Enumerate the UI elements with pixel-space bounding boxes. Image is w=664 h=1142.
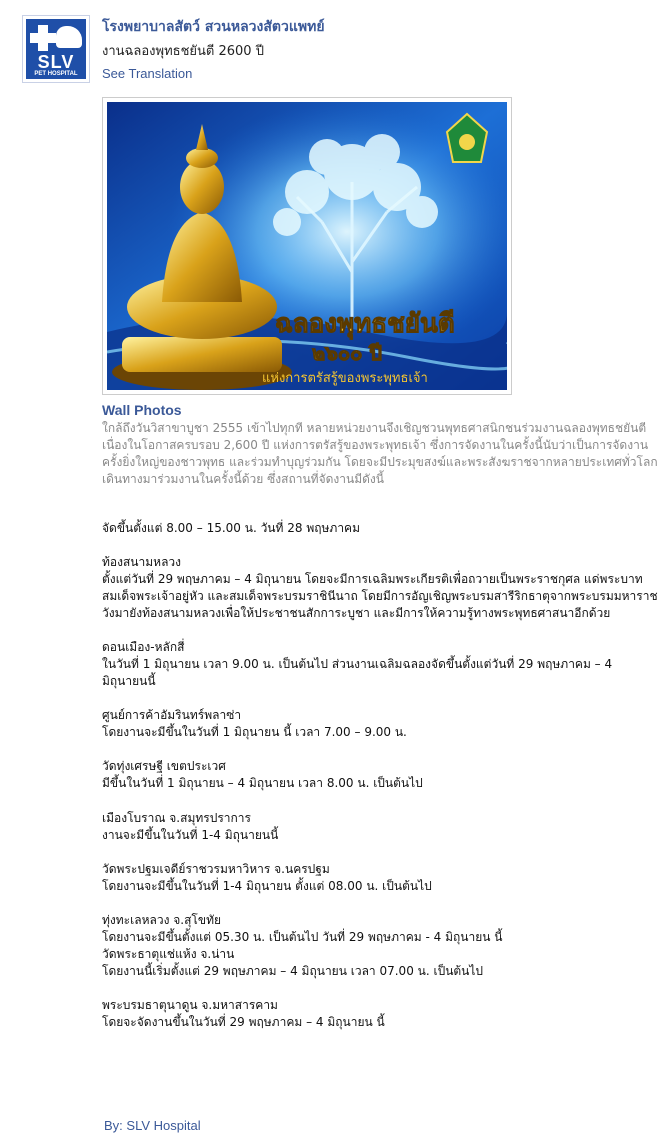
event-line [102, 844, 658, 861]
event-line: จัดขึ้นตั้งแต่ 8.00 – 15.00 น. วันที่ 28 พฤษภาคม [102, 521, 360, 535]
see-translation-link[interactable]: See Translation [102, 66, 193, 81]
dog-icon [56, 26, 82, 48]
event-line: มีขึ้นในวันที่ 1 มิถุนายน – 4 มิถุนายน เวลา 8.00 น. เป็นต้นไป [102, 776, 423, 791]
album-link[interactable]: Wall Photos [102, 402, 182, 418]
event-line: ในวันที่ 1 มิถุนายน เวลา 9.00 น. เป็นต้นไป ส่วนงานเฉลิมฉลองจัดขึ้นตั้งแต่วันที่ 29 พฤษภาคม – 4 มิถุนายนนี้ [102, 657, 616, 689]
event-line [102, 980, 658, 997]
byline: By: SLV Hospital [104, 1118, 201, 1133]
event-line [102, 690, 658, 707]
buddha-image [107, 102, 507, 390]
page-name-link[interactable]: โรงพยาบาลสัตว์ สวนหลวงสัตวแพทย์ [102, 19, 325, 35]
photo-caption-subtitle: แห่งการตรัสรู้ของพระพุทธเจ้า [262, 371, 428, 386]
slv-logo [26, 19, 86, 79]
event-line: โดยงานจะมีขึ้นตั้งแต่ 05.30 น. เป็นต้นไป วันที่ 29 พฤษภาคม - 4 มิถุนายน นี้ [102, 929, 503, 944]
post-intro-text: ใกล้ถึงวันวิสาขาบูชา 2555 เข้าไปทุกที หลายหน่วยงานจึงเชิญชวนพุทธศาสนิกชนร่วมงานฉลองพุทธชยันตี เนื่องในโอกาสครบรอบ 2,600 ปี แห่งการตรัสรู้ของพระพุทธเจ้า ซึ่งการจัดงานในครั้งนี้นับว่าเป็นการจัดงานครั้งยิ่งใหญ่ของชาวพุทธ และร่วมทำบุญร่วมกัน โดยจะมีประมุขสงฆ์และพระสังฆราชจากหลายประเทศทั่วโลกเดินทางมาร่วมงานในครั้งนี้ด้วย ซึ่งสถานที่จัดงานมีดังนี้ [102, 421, 658, 487]
event-line: เมืองโบราณ จ.สมุทรปราการ [102, 810, 251, 825]
event-line [102, 622, 658, 639]
event-line: ทุ่งทะเลหลวง จ.สุโขทัย [102, 912, 222, 927]
cross-icon-bar [30, 33, 56, 43]
event-line: วัดพระธาตุแช่แห้ง จ.น่าน [102, 946, 235, 961]
buddha-photo [107, 102, 507, 390]
page-avatar[interactable] [22, 15, 90, 83]
photo-caption-years: ๒๖๐๐ ปี [312, 341, 382, 365]
event-line [102, 537, 658, 554]
event-line: โดยจะจัดงานขึ้นในวันที่ 29 พฤษภาคม – 4 มิถุนายน นี้ [102, 1014, 385, 1029]
event-line [102, 895, 658, 912]
photo-caption-title: ฉลองพุทธชยันตี [275, 309, 455, 339]
event-line: ดอนเมือง-หลักสี่ [102, 640, 185, 655]
event-list [102, 520, 658, 1031]
event-line: พระบรมธาตุนาดูน จ.มหาสารคาม [102, 997, 278, 1012]
logo-subtitle: PET HOSPITAL [34, 71, 78, 77]
event-line: ท้องสนามหลวง [102, 555, 182, 570]
logo-brand: SLV [37, 52, 75, 72]
event-line: วัดพระปฐมเจดีย์ราชวรมหาวิหาร จ.นครปฐม [102, 861, 330, 876]
event-line: งานจะมีขึ้นในวันที่ 1-4 มิถุนายนนี้ [102, 827, 279, 842]
event-line: โดยงานนี้เริ่มตั้งแต่ 29 พฤษภาคม – 4 มิถุนายน เวลา 07.00 น. เป็นต้นไป [102, 963, 484, 978]
event-line [102, 741, 658, 758]
event-line: โดยงานจะมีขึ้นในวันที่ 1-4 มิถุนายน ตั้งแต่ 08.00 น. เป็นต้นไป [102, 878, 432, 893]
event-line: วัดทุ่งเศรษฐี เขตประเวศ [102, 759, 226, 774]
event-line [102, 793, 658, 810]
event-line: ตั้งแต่วันที่ 29 พฤษภาคม – 4 มิถุนายน โดยจะมีการเฉลิมพระเกียรติเพื่อถวายเป็นพระราชกุศล แด่พระบาทสมเด็จพระเจ้าอยู่หัว และสมเด็จพระบรมราชินีนาถ โดยมีการอัญเชิญพระบรมสารีริกธาตุจากพระบรมมหาราชวังมายังท้องสนามหลวงเพื่อให้ประชาชนสักการะบูชา และมีการให้ความรู้ทางพระพุทธศาสนาอีกด้วย [102, 572, 658, 621]
post-photo[interactable] [102, 97, 512, 395]
post-title: งานฉลองพุทธชยันตี 2600 ปี [102, 44, 264, 59]
event-line: ศูนย์การค้าอัมรินทร์พลาซ่า [102, 708, 242, 723]
event-line: โดยงานจะมีขึ้นในวันที่ 1 มิถุนายน นี้ เวลา 7.00 – 9.00 น. [102, 725, 407, 740]
